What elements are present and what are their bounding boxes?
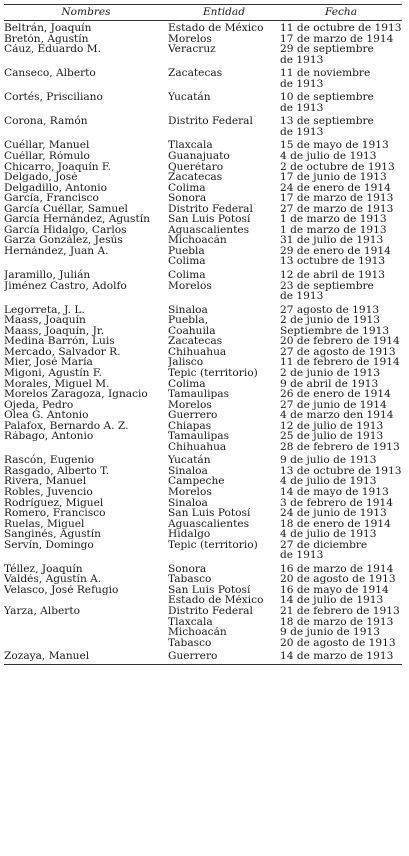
cell-entidad: Tamaulipas	[168, 431, 230, 442]
cell-fecha: 4 de julio de 1913	[280, 476, 377, 487]
cell-nombre: Yarza, Alberto	[4, 605, 80, 617]
cell-empty	[4, 617, 168, 628]
cell-fecha: 11 de octubre de 1913	[280, 22, 402, 34]
cell-nombre: Mercado, Salvador R.	[4, 346, 121, 358]
cell-entidad: Yucatán	[168, 454, 211, 466]
cell-fecha: de 1913	[280, 102, 324, 114]
cell-entidad: Jalisco	[168, 357, 204, 368]
cell-fecha: 29 de enero de 1914	[280, 245, 391, 257]
cell-fecha: de 1913	[280, 291, 324, 302]
cell-empty	[168, 103, 280, 114]
table-row	[4, 44, 402, 55]
cell-entidad: Aguascalientes	[168, 518, 250, 530]
cell-fecha: 12 de abril de 1913	[280, 269, 385, 281]
cell-empty	[4, 595, 168, 606]
table-row	[4, 617, 402, 628]
cell-fecha: 28 de febrero de 1913	[280, 441, 400, 453]
cell-nombre: Medina Barrón, Luis	[4, 336, 115, 347]
cell-entidad: Colima	[168, 256, 206, 268]
cell-nombre: Morales, Miguel M.	[4, 378, 110, 390]
table-row	[4, 65, 402, 79]
cell-fecha: 27 de agosto de 1913	[280, 346, 396, 358]
cell-nombre: Rivera, Manuel	[4, 476, 87, 487]
cell-empty	[168, 55, 280, 66]
cell-fecha: 4 de julio de 1913	[280, 529, 377, 540]
table-row	[4, 235, 402, 246]
table-row	[4, 256, 402, 267]
cell-nombre: Ojeda, Pedro	[4, 399, 74, 411]
cell-entidad: Zacatecas	[168, 336, 223, 347]
header-nombres: Nombres	[4, 5, 168, 21]
table-row	[4, 357, 402, 368]
cell-nombre: Cuéllar, Rómulo	[4, 151, 90, 162]
cell-fecha: 9 de junio de 1913	[280, 627, 380, 638]
table-row	[4, 55, 402, 66]
cell-nombre: Maass, Joaquín, Jr.	[4, 325, 105, 337]
cell-fecha: 20 de febrero de 1914	[280, 336, 400, 347]
cell-nombre: Romero, Francisco	[4, 508, 106, 519]
cell-nombre: García Hernández, Agustín	[4, 214, 150, 225]
cell-entidad: Morelos	[168, 280, 212, 292]
table-row	[4, 34, 402, 45]
table-row	[4, 442, 402, 453]
cell-empty	[4, 55, 168, 66]
table-row	[4, 574, 402, 585]
cell-fecha: 4 de marzo den 1914	[280, 410, 394, 421]
cell-entidad: Guerrero	[168, 650, 218, 662]
cell-nombre: Migoni, Agustín F.	[4, 367, 102, 379]
table-row	[4, 476, 402, 487]
cell-nombre: Maass, Joaquín	[4, 315, 86, 326]
table-row	[4, 431, 402, 442]
cell-fecha: 12 de julio de 1913	[280, 420, 384, 432]
cell-nombre: Rodríguez, Miguel	[4, 497, 104, 509]
table-row	[4, 193, 402, 204]
table-row	[4, 79, 402, 90]
table-row	[4, 113, 402, 127]
cell-entidad: Morelos	[168, 486, 212, 498]
bottom-rule	[4, 664, 402, 665]
cell-fecha: 2 de junio de 1913	[280, 315, 380, 326]
cell-nombre: Bretón, Agustín	[4, 33, 89, 45]
cell-empty	[4, 291, 168, 302]
cell-fecha: 3 de febrero de 1914	[280, 497, 394, 509]
cell-fecha: 29 de septiembre	[280, 44, 374, 55]
table-row	[4, 389, 402, 400]
header-entidad: Entidad	[168, 5, 280, 21]
cell-entidad: Zacatecas	[168, 172, 223, 183]
table-row	[4, 529, 402, 540]
table-row	[4, 172, 402, 183]
cell-entidad: Hidalgo	[168, 529, 211, 540]
cell-entidad: Michoacán	[168, 235, 227, 246]
cell-entidad: Tamaulipas	[168, 389, 230, 400]
cell-entidad: Sinaloa	[168, 497, 208, 509]
cell-nombre: García Cuéllar, Samuel	[4, 203, 128, 215]
table-row	[4, 21, 402, 34]
cell-nombre: García Hidalgo, Carlos	[4, 224, 127, 236]
cell-fecha: 13 octubre de 1913	[280, 256, 386, 268]
table-row	[4, 466, 402, 477]
table-row	[4, 561, 402, 575]
cell-fecha: 14 de julio de 1913	[280, 595, 384, 606]
cell-fecha: de 1913	[280, 78, 324, 90]
cell-empty	[168, 550, 280, 561]
cell-nombre: García, Francisco	[4, 193, 99, 204]
cell-entidad: Chiapas	[168, 420, 212, 432]
cell-entidad: Colima	[168, 269, 206, 281]
table-row	[4, 400, 402, 411]
cell-fecha: de 1913	[280, 54, 324, 66]
cell-empty	[168, 291, 280, 302]
cell-entidad: Puebla	[168, 245, 205, 257]
cell-empty	[168, 127, 280, 138]
cell-entidad: Tabasco	[168, 574, 212, 585]
table-body	[4, 21, 402, 662]
cell-empty	[4, 127, 168, 138]
cell-fecha: 14 de mayo de 1913	[280, 486, 389, 498]
cell-entidad: Guerrero	[168, 410, 218, 421]
cell-fecha: 20 de agosto de 1913	[280, 574, 396, 585]
cell-fecha: de 1913	[280, 550, 324, 561]
cell-empty	[4, 256, 168, 267]
cell-entidad: Guanajuato	[168, 151, 230, 162]
cell-entidad: Colima	[168, 182, 206, 194]
cell-entidad: Chihuahua	[168, 346, 227, 358]
cell-entidad: Colima	[168, 378, 206, 390]
table-row	[4, 648, 402, 662]
cell-nombre: Jiménez Castro, Adolfo	[4, 280, 127, 292]
table-row	[4, 103, 402, 114]
table-row	[4, 606, 402, 617]
cell-entidad: Veracruz	[168, 44, 216, 55]
cell-fecha: 1 de marzo de 1913	[280, 224, 387, 236]
table-row	[4, 204, 402, 215]
cell-fecha: 16 de mayo de 1914	[280, 584, 389, 596]
table-row	[4, 519, 402, 530]
cell-fecha: 17 de marzo de 1914	[280, 33, 394, 45]
cell-nombre: Valdés, Agustín A.	[4, 574, 102, 585]
cell-nombre: Servín, Domingo	[4, 539, 94, 551]
cell-fecha: de 1913	[280, 126, 324, 138]
table-row	[4, 487, 402, 498]
cell-entidad: Coahuila	[168, 325, 216, 337]
cell-entidad: Tlaxcala	[168, 139, 213, 152]
cell-nombre: Velasco, José Refugio	[4, 584, 119, 596]
table-row	[4, 368, 402, 379]
cell-nombre: Mier, José María	[4, 357, 93, 368]
table-row	[4, 379, 402, 390]
table-row	[4, 421, 402, 432]
cell-entidad: Tepic (territorio)	[168, 367, 258, 379]
cell-nombre: Beltrán, Joaquín	[4, 22, 92, 34]
table-row	[4, 151, 402, 162]
cell-empty	[4, 79, 168, 90]
cell-fecha: 14 de marzo de 1913	[280, 650, 394, 662]
cell-entidad: Querétaro	[168, 161, 224, 173]
cell-empty	[4, 442, 168, 453]
cell-entidad: Sonora	[168, 562, 207, 575]
governors-table	[4, 4, 402, 662]
cell-fecha: 9 de abril de 1913	[280, 378, 379, 390]
cell-fecha: 24 de junio de 1913	[280, 508, 387, 519]
table-row	[4, 326, 402, 337]
table-row	[4, 508, 402, 519]
cell-empty	[4, 103, 168, 114]
table-row	[4, 315, 402, 326]
cell-entidad: Morelos	[168, 399, 212, 411]
cell-entidad: Estado de México	[168, 22, 264, 34]
cell-nombre: Legorreta, J. L.	[4, 303, 85, 316]
table-row	[4, 89, 402, 103]
cell-fecha: 11 de noviembre	[280, 67, 371, 79]
cell-fecha: 17 de marzo de 1913	[280, 193, 394, 204]
table-row	[4, 291, 402, 302]
cell-fecha: 27 de junio de 1914	[280, 399, 387, 411]
cell-fecha: 27 agosto de 1913	[280, 303, 380, 316]
cell-empty	[168, 79, 280, 90]
table-row	[4, 550, 402, 561]
cell-entidad: Yucatán	[168, 91, 211, 103]
table-row	[4, 302, 402, 316]
cell-nombre: Palafox, Bernardo A. Z.	[4, 420, 129, 432]
cell-fecha: 26 de enero de 1914	[280, 389, 391, 400]
cell-entidad: San Luis Potosí	[168, 508, 251, 519]
cell-fecha: 11 de febrero de 1914	[280, 357, 400, 368]
cell-entidad: Aguascalientes	[168, 224, 250, 236]
cell-nombre: Cuéllar, Manuel	[4, 139, 90, 152]
cell-nombre: Olea G. Antonio	[4, 410, 89, 421]
cell-nombre: Delgado, José	[4, 172, 78, 183]
cell-entidad: Michoacán	[168, 627, 227, 638]
cell-nombre: Zozaya, Manuel	[4, 650, 90, 662]
cell-nombre: Robles, Juvencio	[4, 486, 93, 498]
table-row	[4, 246, 402, 257]
cell-fecha: 16 de marzo de 1914	[280, 562, 394, 575]
cell-fecha: 2 de octubre de 1913	[280, 161, 395, 173]
cell-fecha: 18 de marzo de 1913	[280, 616, 394, 628]
table-row	[4, 347, 402, 358]
table-row	[4, 127, 402, 138]
cell-fecha: 23 de septiembre	[280, 280, 374, 292]
table-header-row	[4, 5, 402, 21]
cell-fecha: 31 de julio de 1913	[280, 235, 384, 246]
cell-entidad: Sinaloa	[168, 303, 208, 316]
cell-fecha: 1 de marzo de 1913	[280, 214, 387, 225]
cell-entidad: Estado de México	[168, 595, 264, 606]
cell-fecha: 24 de enero de 1914	[280, 182, 391, 194]
table-row	[4, 336, 402, 347]
cell-nombre: Garza González, Jesús	[4, 235, 123, 246]
cell-entidad: Distrito Federal	[168, 605, 253, 617]
cell-fecha: 15 de mayo de 1913	[280, 139, 389, 152]
cell-fecha: Septiembre de 1913	[280, 325, 390, 337]
cell-nombre: Téllez, Joaquín	[4, 562, 83, 575]
cell-nombre: Delgadillo, Antonio	[4, 182, 108, 194]
cell-fecha: 13 de octubre de 1913	[280, 465, 402, 477]
cell-entidad: Campeche	[168, 476, 225, 487]
table-row	[4, 585, 402, 596]
cell-nombre: Corona, Ramón	[4, 115, 88, 127]
cell-entidad: San Luis Potosí	[168, 584, 251, 596]
cell-nombre: Morelos Zaragoza, Ignacio	[4, 389, 148, 400]
header-fecha: Fecha	[280, 5, 402, 21]
table-row	[4, 225, 402, 236]
cell-empty	[4, 627, 168, 638]
cell-nombre: Cortés, Prisciliano	[4, 91, 103, 103]
table-row	[4, 410, 402, 421]
cell-entidad: Morelos	[168, 33, 212, 45]
cell-entidad: Tepic (territorio)	[168, 539, 258, 551]
cell-fecha: 13 de septiembre	[280, 115, 374, 127]
cell-entidad: Puebla,	[168, 315, 209, 326]
cell-fecha: 2 de junio de 1913	[280, 367, 380, 379]
cell-entidad: Tabasco	[168, 637, 212, 649]
cell-entidad: Sonora	[168, 193, 207, 204]
cell-nombre: Rasgado, Alberto T.	[4, 465, 109, 477]
cell-fecha: 9 de julio de 1913	[280, 454, 377, 466]
table-row	[4, 183, 402, 194]
cell-nombre: Sanginés, Agustín	[4, 529, 101, 540]
cell-nombre: Jaramillo, Julián	[4, 269, 91, 281]
table-row	[4, 498, 402, 509]
cell-entidad: Zacatecas	[168, 67, 223, 79]
cell-empty	[4, 550, 168, 561]
cell-empty	[4, 638, 168, 649]
cell-entidad: Tlaxcala	[168, 616, 213, 628]
table-row	[4, 452, 402, 466]
table-row	[4, 540, 402, 551]
cell-fecha: 20 de agosto de 1913	[280, 637, 396, 649]
cell-fecha: 27 de diciembre	[280, 539, 368, 551]
cell-fecha: 10 de septiembre	[280, 91, 374, 103]
cell-fecha: 21 de febrero de 1913	[280, 605, 400, 617]
table-row	[4, 638, 402, 649]
table-row	[4, 627, 402, 638]
cell-fecha: 17 de junio de 1913	[280, 172, 387, 183]
cell-entidad: San Luis Potosí	[168, 214, 251, 225]
cell-entidad: Sinaloa	[168, 465, 208, 477]
cell-nombre: Cáuz, Eduardo M.	[4, 44, 102, 55]
cell-entidad: Chihuahua	[168, 441, 227, 453]
table-row	[4, 267, 402, 281]
table-row	[4, 162, 402, 173]
cell-nombre: Rábago, Antonio	[4, 431, 94, 442]
cell-nombre: Chicarro, Joaquín F.	[4, 161, 111, 173]
cell-nombre: Rascón, Eugenio	[4, 454, 95, 466]
cell-nombre: Ruelas, Miguel	[4, 518, 85, 530]
cell-fecha: 18 de enero de 1914	[280, 518, 391, 530]
table-row	[4, 137, 402, 151]
table-row	[4, 214, 402, 225]
cell-fecha: 25 de julio de 1913	[280, 431, 384, 442]
cell-fecha: 27 de marzo de 1913	[280, 203, 394, 215]
cell-fecha: 4 de julio de 1913	[280, 151, 377, 162]
cell-entidad: Distrito Federal	[168, 115, 253, 127]
cell-entidad: Distrito Federal	[168, 203, 253, 215]
table-row	[4, 281, 402, 292]
cell-nombre: Canseco, Alberto	[4, 67, 96, 79]
table-row	[4, 595, 402, 606]
cell-nombre: Hernández, Juan A.	[4, 245, 109, 257]
